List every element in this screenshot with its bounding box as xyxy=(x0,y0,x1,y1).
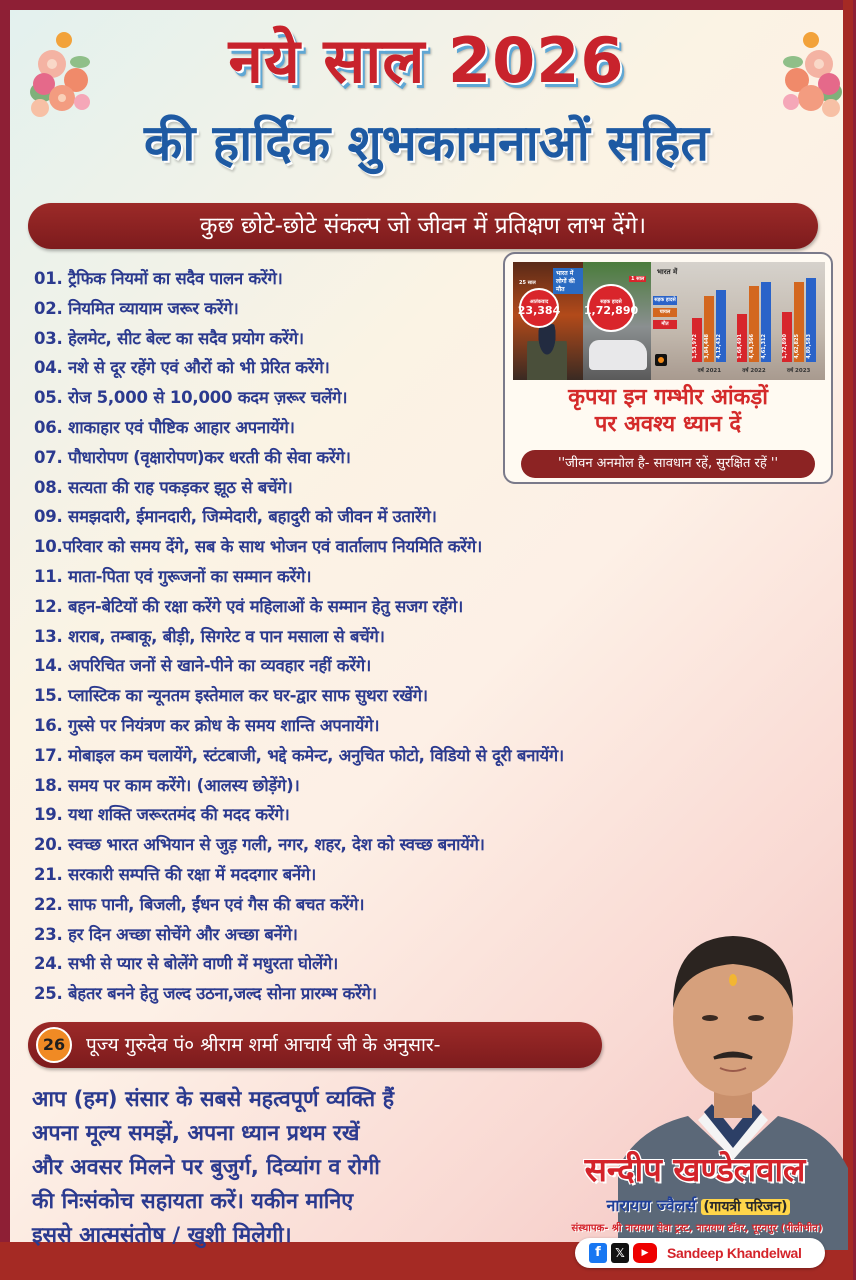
safety-quote: ''जीवन अनमोल है- सावधान रहें, सुरक्षित रहें '' xyxy=(521,450,815,478)
list-item: 07. पौधारोपण (वृक्षारोपण)कर धरती की सेवा करेंगे। xyxy=(34,447,351,467)
panel-label: 25 साल xyxy=(519,280,536,286)
chart-bars: 1,53,972 3,84,448 4,12,432 1,68,491 4,43,366 4,61,312 1,72,890 4,62,825 4,80,583 xyxy=(687,270,821,362)
panel-label: 1 साल xyxy=(631,276,645,282)
soldier-figure xyxy=(527,324,567,380)
quote-line: की निःसंकोच सहायता करें। यकीन मानिए xyxy=(32,1189,354,1214)
list-item: 02. नियमित व्यायाम जरूर करेंगे। xyxy=(34,298,239,318)
accident-stats-card xyxy=(503,252,833,484)
list-item: 17. मोबाइल कम चलायेंगे, स्टंटबाजी, भद्दे कमेन्ट, अनुचित फोटो, विडियो से दूरी बनायेंगे। xyxy=(34,745,564,765)
firm-line xyxy=(548,1195,848,1218)
list-item: 06. शाकाहार एवं पौष्टिक आहार अपनायेंगे। xyxy=(34,417,295,437)
accident-chart-panel xyxy=(651,262,825,380)
list-item: 16. गुस्से पर नियंत्रण कर क्रोध के समय शान्ति अपनायेंगे। xyxy=(34,715,380,735)
quote-line: आप (हम) संसार के सबसे महत्वपूर्ण व्यक्ति हैं xyxy=(32,1087,395,1112)
youtube-icon[interactable]: ▶ xyxy=(633,1243,657,1263)
stat-badge: आतंकवाद 23,384 xyxy=(519,288,559,328)
terrorism-panel xyxy=(513,262,583,380)
list-item: 15. प्लास्टिक का न्यूनतम इस्तेमाल कर घर-द्वार साफ सुथरा रखेंगे। xyxy=(34,686,428,706)
list-item: 21. सरकारी सम्पत्ति की रक्षा में मददगार बनेंगे। xyxy=(34,864,317,884)
quote-line: और अवसर मिलने पर बुजुर्ग, दिव्यांग व रोगी xyxy=(32,1155,380,1180)
list-item: 12. बहन-बेटियों की रक्षा करेंगे एवं महिलाओं के सम्मान हेतु सजग रहेंगे। xyxy=(34,596,464,616)
firm-name: नारायण ज्वैलर्स xyxy=(606,1196,697,1215)
founder-line: संस्थापक- श्री नारायण सेवा ट्रस्ट, नारायण टॉवर, पूरनपुर (पीलीभीत) xyxy=(571,1223,823,1234)
resolutions-banner: कुछ छोटे-छोटे संकल्प जो जीवन में प्रतिक्षण लाभ देंगे। xyxy=(28,203,818,249)
list-item: 11. माता-पिता एवं गुरूजनों का सम्मान करेंगे। xyxy=(34,566,312,586)
list-item: 25. बेहतर बनने हेतु जल्द उठना,जल्द सोना प्रारम्भ करेंगे। xyxy=(34,984,377,1004)
item26-banner xyxy=(28,1022,602,1068)
social-handle[interactable]: Sandeep Khandelwal xyxy=(667,1245,802,1261)
stats-image xyxy=(513,262,825,380)
list-item: 01. ट्रैफिक नियमों का सदैव पालन करेंगे। xyxy=(34,269,283,288)
list-item: 22. साफ पानी, बिजली, ईंधन एवं गैस की बचत करेंगे। xyxy=(34,894,365,914)
list-item: 23. हर दिन अच्छा सोचेंगे और अच्छा बनेंगे। xyxy=(34,924,298,944)
list-item: 10.परिवार को समय देंगे, सब के साथ भोजन एवं वार्तालाप नियमिति करेंगे। xyxy=(34,537,482,557)
title-new-year: नये साल 2026 xyxy=(228,24,625,97)
chart-legend: सड़क हादसे घायल मौत xyxy=(654,297,676,327)
number-badge: 26 xyxy=(36,1027,72,1063)
list-item: 18. समय पर काम करेंगे। (आलस्य छोड़ेंगे)। xyxy=(34,775,300,795)
quote-line: इससे आत्मसंतोष / खुशी मिलेगी। xyxy=(32,1223,292,1248)
stats-heading: कृपया इन गम्भीर आंकड़ों पर अवश्य ध्यान दें xyxy=(568,385,768,437)
crashed-car-figure xyxy=(589,340,647,370)
dd-news-logo-icon xyxy=(655,354,667,366)
list-item: 19. यथा शक्ति जरूरतमंद की मदद करेंगे। xyxy=(34,805,290,825)
x-icon[interactable]: 𝕏 xyxy=(611,1243,629,1263)
list-item: 04. नशे से दूर रहेंगे एवं औरों को भी प्रेरित करेंगे। xyxy=(34,358,330,378)
title-greetings: की हार्दिक शुभकामनाओं सहित xyxy=(144,114,709,172)
quote-line: अपना मूल्य समझें, अपना ध्यान प्रथम रखें xyxy=(32,1121,360,1146)
facebook-icon[interactable]: f xyxy=(589,1243,607,1263)
list-item: 09. समझदारी, ईमानदारी, जिम्मेदारी, बहादुरी को जीवन में उतारेंगे। xyxy=(34,507,437,527)
list-item: 05. रोज 5,000 से 10,000 कदम ज़रूर चलेंगे। xyxy=(34,388,348,408)
list-item: 13. शराब, तम्बाकू, बीड़ी, सिगरेट व पान मसाला से बचेंगे। xyxy=(34,626,385,646)
list-item: 24. सभी से प्यार से बोलेंगे वाणी में मधुरता घोलेंगे। xyxy=(34,954,339,974)
list-item: 08. सत्यता की राह पकड़कर झूठ से बचेंगे। xyxy=(34,477,293,497)
road-accident-panel xyxy=(583,262,651,380)
list-item: 14. अपरिचित जनों से खाने-पीने का व्यवहार नहीं करेंगे। xyxy=(34,656,372,676)
guru-quote xyxy=(32,1083,552,1253)
chart-x-labels: वर्ष 2021 वर्ष 2022 वर्ष 2023 xyxy=(697,368,811,374)
chart-title: भारत में xyxy=(657,268,678,276)
image-tag: भारत में लोगों की मौत xyxy=(553,268,583,294)
poster xyxy=(10,10,843,1261)
stat-badge: सड़क हादसे 1,72,890 xyxy=(587,284,635,332)
list-item: 03. हेलमेट, सीट बेल्ट का सदैव प्रयोग करेंगे। xyxy=(34,328,304,348)
person-name: सन्दीप खण्डेलवाल xyxy=(584,1150,806,1189)
social-handle-pill[interactable] xyxy=(575,1238,825,1268)
affiliation: (गायत्री परिजन) xyxy=(703,1199,788,1215)
list-item: 20. स्वच्छ भारत अभियान से जुड़ गली, नगर, शहर, देश को स्वच्छ बनायेंगे। xyxy=(34,835,485,855)
item26-heading: पूज्य गुरुदेव पं० श्रीराम शर्मा आचार्य जी के अनुसार- xyxy=(86,1034,441,1056)
